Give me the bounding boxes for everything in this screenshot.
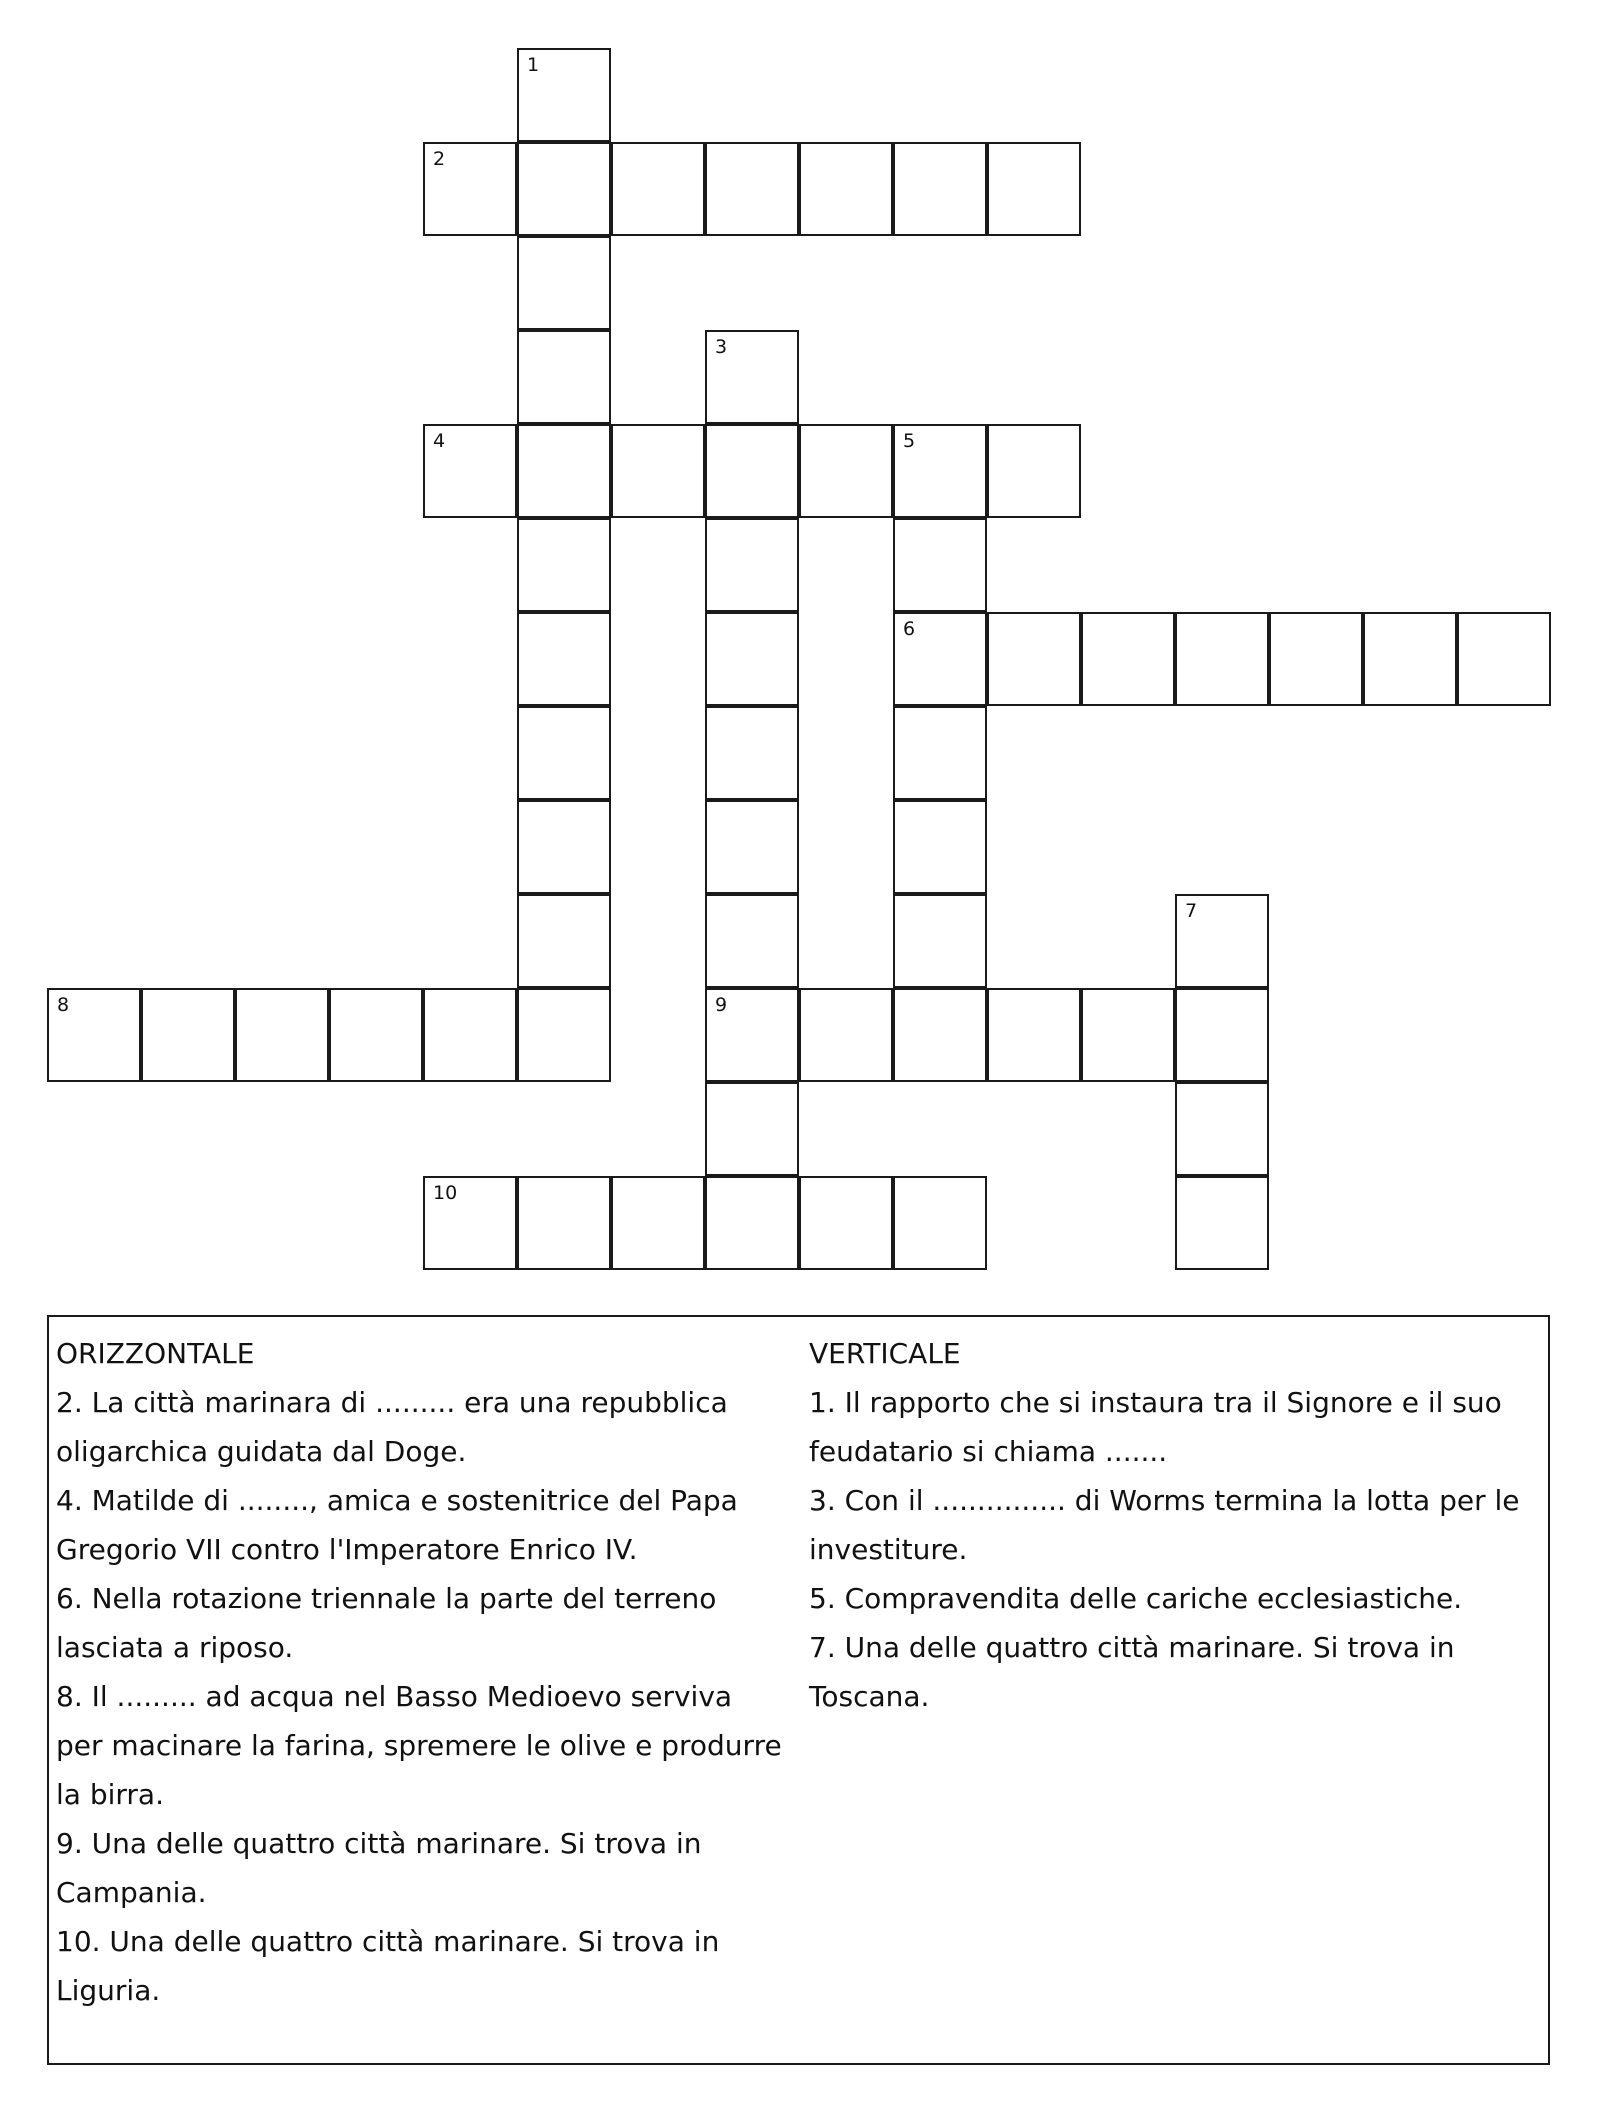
grid-cell[interactable] [517, 800, 611, 894]
grid-cell[interactable] [517, 518, 611, 612]
grid-cell[interactable] [799, 1176, 893, 1270]
across-clues [56, 1329, 786, 2015]
grid-cell[interactable] [893, 800, 987, 894]
grid-cell[interactable] [1175, 988, 1269, 1082]
grid-cell[interactable] [423, 988, 517, 1082]
down-heading: VERTICALE [809, 1337, 961, 1370]
clue-number: 8 [57, 994, 70, 1016]
grid-cell[interactable] [705, 1082, 799, 1176]
grid-cell[interactable] [705, 330, 799, 424]
grid-cell[interactable] [1175, 612, 1269, 706]
grid-cell[interactable] [893, 988, 987, 1082]
grid-cell[interactable] [517, 424, 611, 518]
clue-down-1: 1. Il rapporto che si instaura tra il Signore e il suo feudatario si chiama ....... [809, 1386, 1502, 1468]
clue-number: 4 [433, 430, 446, 452]
grid-cell[interactable] [1457, 612, 1551, 706]
clue-number: 9 [715, 994, 728, 1016]
grid-cell[interactable] [987, 424, 1081, 518]
clue-down-7: 7. Una delle quattro città marinare. Si trova in Toscana. [809, 1631, 1455, 1713]
grid-cell[interactable] [141, 988, 235, 1082]
grid-cell[interactable] [705, 988, 799, 1082]
clue-across-9: 9. Una delle quattro città marinare. Si trova in Campania. [56, 1827, 702, 1909]
across-heading: ORIZZONTALE [56, 1337, 255, 1370]
grid-cell[interactable] [705, 518, 799, 612]
clues-box [47, 1315, 1550, 2065]
grid-cell[interactable] [611, 424, 705, 518]
grid-cell[interactable] [1175, 1176, 1269, 1270]
clue-across-10: 10. Una delle quattro città marinare. Si trova in Liguria. [56, 1925, 720, 2007]
clue-down-3: 3. Con il ............... di Worms termina la lotta per le investiture. [809, 1484, 1520, 1566]
clue-across-4: 4. Matilde di ........, amica e sostenitrice del Papa Gregorio VII contro l'Imperatore Enrico IV. [56, 1484, 738, 1566]
clue-number: 3 [715, 336, 728, 358]
grid-cell[interactable] [1081, 612, 1175, 706]
clue-number: 6 [903, 618, 916, 640]
grid-cell[interactable] [517, 236, 611, 330]
grid-cell[interactable] [423, 424, 517, 518]
grid-cell[interactable] [1269, 612, 1363, 706]
grid-cell[interactable] [799, 142, 893, 236]
grid-cell[interactable] [705, 612, 799, 706]
grid-cell[interactable] [893, 424, 987, 518]
grid-cell[interactable] [47, 988, 141, 1082]
clue-across-2: 2. La città marinara di ......... era una repubblica oligarchica guidata dal Doge. [56, 1386, 728, 1468]
grid-cell[interactable] [517, 330, 611, 424]
grid-cell[interactable] [987, 988, 1081, 1082]
grid-cell[interactable] [1363, 612, 1457, 706]
grid-cell[interactable] [517, 988, 611, 1082]
grid-cell[interactable] [893, 706, 987, 800]
grid-cell[interactable] [329, 988, 423, 1082]
grid-cell[interactable] [423, 1176, 517, 1270]
grid-cell[interactable] [517, 48, 611, 142]
grid-cell[interactable] [611, 142, 705, 236]
grid-cell[interactable] [517, 706, 611, 800]
grid-cell[interactable] [799, 424, 893, 518]
grid-cell[interactable] [893, 612, 987, 706]
clue-down-5: 5. Compravendita delle cariche ecclesiastiche. [809, 1582, 1463, 1615]
grid-cell[interactable] [1081, 988, 1175, 1082]
grid-cell[interactable] [517, 142, 611, 236]
grid-cell[interactable] [517, 612, 611, 706]
grid-cell[interactable] [705, 142, 799, 236]
grid-cell[interactable] [705, 706, 799, 800]
grid-cell[interactable] [893, 894, 987, 988]
grid-cell[interactable] [517, 1176, 611, 1270]
clue-number: 7 [1185, 900, 1198, 922]
grid-cell[interactable] [893, 1176, 987, 1270]
grid-cell[interactable] [705, 424, 799, 518]
clue-number: 2 [433, 148, 446, 170]
grid-cell[interactable] [893, 142, 987, 236]
clue-number: 5 [903, 430, 916, 452]
down-clues [809, 1329, 1539, 1721]
clue-number: 1 [527, 54, 540, 76]
grid-cell[interactable] [705, 1176, 799, 1270]
grid-cell[interactable] [611, 1176, 705, 1270]
clue-number: 10 [433, 1182, 458, 1204]
grid-cell[interactable] [517, 894, 611, 988]
clue-across-8: 8. Il ......... ad acqua nel Basso Medioevo serviva per macinare la farina, spremere le olive e produrre la birra. [56, 1680, 782, 1811]
grid-cell[interactable] [987, 612, 1081, 706]
grid-cell[interactable] [799, 988, 893, 1082]
clue-across-6: 6. Nella rotazione triennale la parte del terreno lasciata a riposo. [56, 1582, 717, 1664]
grid-cell[interactable] [705, 894, 799, 988]
grid-cell[interactable] [893, 518, 987, 612]
grid-cell[interactable] [423, 142, 517, 236]
grid-cell[interactable] [987, 142, 1081, 236]
grid-cell[interactable] [1175, 894, 1269, 988]
grid-cell[interactable] [235, 988, 329, 1082]
grid-cell[interactable] [1175, 1082, 1269, 1176]
grid-cell[interactable] [705, 800, 799, 894]
